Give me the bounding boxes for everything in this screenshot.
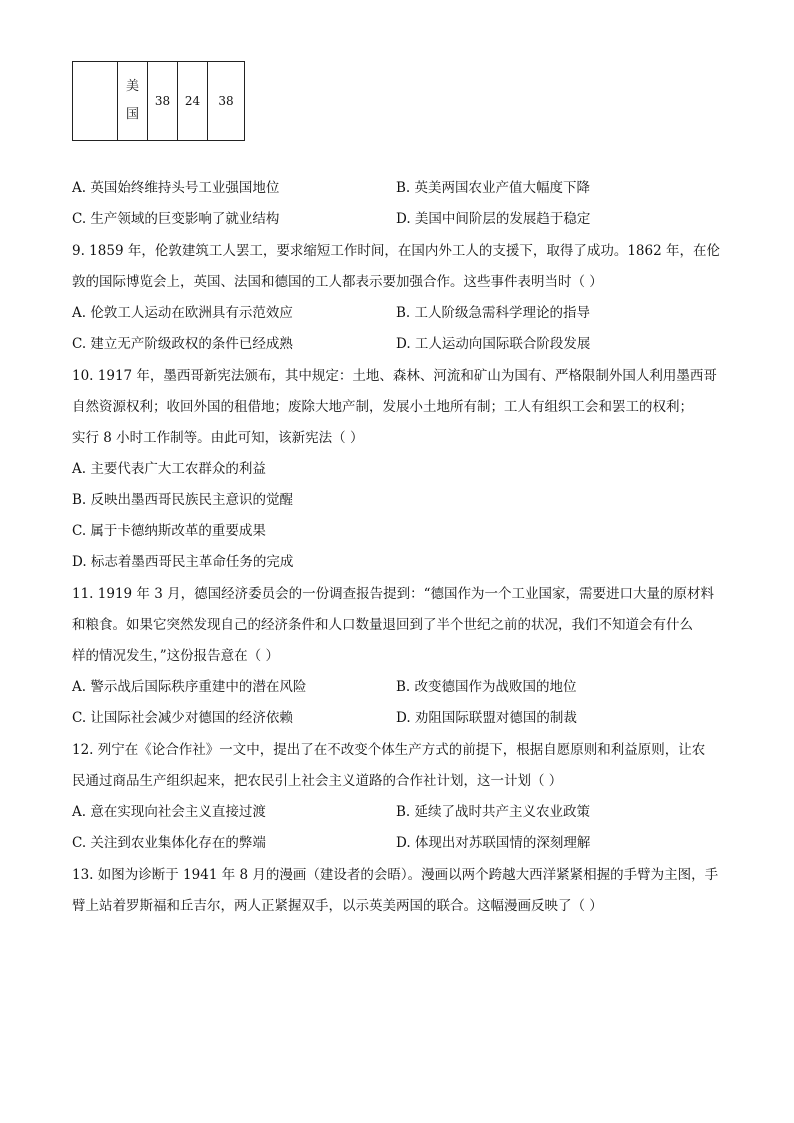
q9-option-b: B. 工人阶级急需科学理论的指导 <box>396 305 591 321</box>
table-row <box>73 62 245 141</box>
table-cell-country <box>118 62 148 141</box>
q12-stem-line2: 民通过商品生产组织起来，把农民引上社会主义道路的合作社计划，这一计划（ ） <box>72 773 563 789</box>
q10-stem-line2: 自然资源权利；收回外国的租借地；废除大地产制，发展小土地所有制；工人有组织工会和罢工的权利； <box>72 399 693 415</box>
q10-option-a: A. 主要代表广大工农群众的利益 <box>72 461 266 477</box>
q10-option-c: C. 属于卡德纳斯改革的重要成果 <box>72 523 266 539</box>
q12-option-a: A. 意在实现向社会主义直接过渡 <box>72 804 266 820</box>
q11-option-c: C. 让国际社会减少对德国的经济依赖 <box>72 710 293 726</box>
q8-option-c: C. 生产领域的巨变影响了就业结构 <box>72 211 280 227</box>
q10-option-d: D. 标志着墨西哥民主革命任务的完成 <box>72 554 294 570</box>
q12-option-d: D. 体现出对苏联国情的深刻理解 <box>396 835 591 851</box>
table-cell-value: 24 <box>178 62 208 141</box>
q9-option-a: A. 伦敦工人运动在欧洲具有示范效应 <box>72 305 293 321</box>
q11-stem-line2: 和粮食。如果它突然发现自己的经济条件和人口数量退回到了半个世纪之前的状况，我们不知道会有什么 <box>72 617 693 633</box>
q11-option-b: B. 改变德国作为战败国的地位 <box>396 679 577 695</box>
q11-option-d: D. 劝阻国际联盟对德国的制裁 <box>396 710 577 726</box>
q9-option-d: D. 工人运动向国际联合阶段发展 <box>396 336 591 352</box>
data-table-fragment <box>72 61 245 141</box>
q9-option-c: C. 建立无产阶级政权的条件已经成熟 <box>72 336 293 352</box>
q11-stem-line1: 11. 1919 年 3 月，德国经济委员会的一份调查报告提到：“德国作为一个工业国家，需要进口大量的原材料 <box>72 586 714 602</box>
q11-option-a: A. 警示战后国际秩序重建中的潜在风险 <box>72 679 307 695</box>
q9-stem-line1: 9. 1859 年，伦敦建筑工人罢工，要求缩短工作时间，在国内外工人的支援下，取得了成功。1862 年，在伦 <box>72 243 720 259</box>
q10-stem-line3: 实行 8 小时工作制等。由此可知，该新宪法（ ） <box>72 430 364 446</box>
table-cell-value: 38 <box>148 62 178 141</box>
q12-option-b: B. 延续了战时共产主义农业政策 <box>396 804 591 820</box>
q13-stem-line2: 臂上站着罗斯福和丘吉尔，两人正紧握双手，以示英美两国的联合。这幅漫画反映了（ ） <box>72 898 603 914</box>
country-char-bottom: 国 <box>125 107 139 122</box>
q10-option-b: B. 反映出墨西哥民族民主意识的觉醒 <box>72 492 294 508</box>
q11-stem-line3: 样的情况发生，”这份报告意在（ ） <box>72 648 279 664</box>
q12-stem-line1: 12. 列宁在《论合作社》一文中，提出了在不改变个体生产方式的前提下，根据自愿原则和利益原则，让农 <box>72 742 706 758</box>
q12-option-c: C. 关注到农业集体化存在的弊端 <box>72 835 266 851</box>
q8-option-b: B. 英美两国农业产值大幅度下降 <box>396 180 591 196</box>
q8-option-d: D. 美国中间阶层的发展趋于稳定 <box>396 211 591 227</box>
q10-stem-line1: 10. 1917 年，墨西哥新宪法颁布，其中规定：土地、森林、河流和矿山为国有、严格限制外国人利用墨西哥 <box>72 368 717 384</box>
country-char-top: 美 <box>125 79 139 94</box>
q8-option-a: A. 英国始终维持头号工业强国地位 <box>72 180 280 196</box>
q9-stem-line2: 敦的国际博览会上，英国、法国和德国的工人都表示要加强合作。这些事件表明当时（ ） <box>72 274 603 290</box>
table-cell-value: 38 <box>208 62 245 141</box>
q13-stem-line1: 13. 如图为诊断于 1941 年 8 月的漫画（建设者的会晤）。漫画以两个跨越大西洋紧紧相握的手臂为主图，手 <box>72 867 719 883</box>
table-cell-empty <box>73 62 118 141</box>
